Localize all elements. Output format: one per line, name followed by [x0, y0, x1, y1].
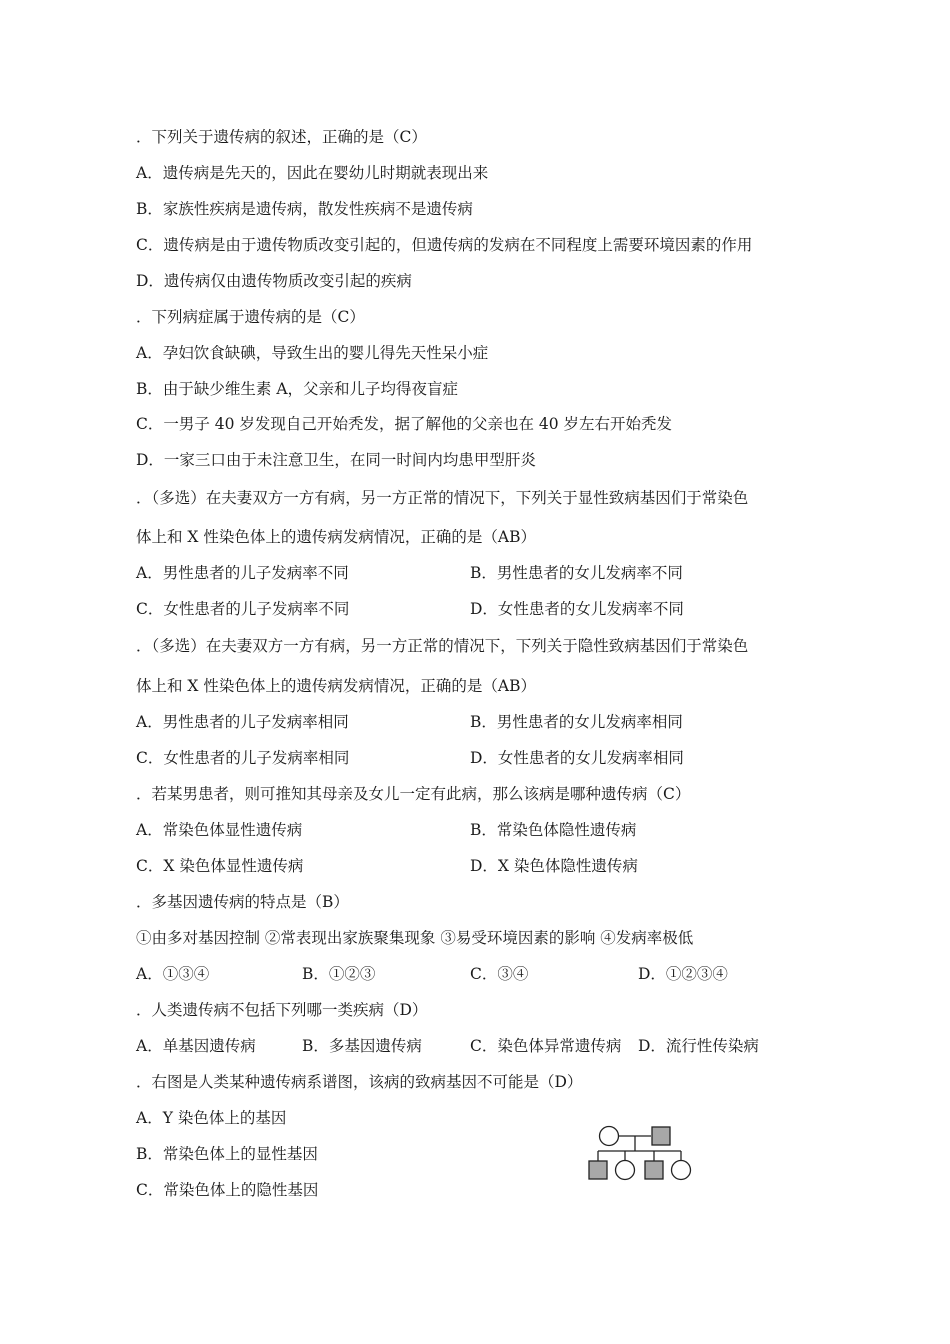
q5-option-b: B．常染色体隐性遗传病	[470, 821, 637, 839]
q3-option-a: A．男性患者的儿子发病率不同	[136, 564, 349, 582]
q2-option-a: A．孕妇饮食缺碘，导致生出的婴儿得先天性呆小症	[136, 344, 489, 362]
q3-option-b: B．男性患者的女儿发病率不同	[470, 564, 683, 582]
q6-option-a: A．①③④	[136, 965, 210, 983]
pedigree-child-2	[616, 1161, 635, 1180]
q1-option-b: B．家族性疾病是遗传病，散发性疾病不是遗传病	[136, 200, 473, 218]
pedigree-child-3	[645, 1161, 663, 1179]
q5-option-a: A．常染色体显性遗传病	[136, 821, 303, 839]
q7-stem: ．人类遗传病不包括下列哪一类疾病（D）	[136, 1001, 428, 1019]
q4-option-c: C．女性患者的儿子发病率相同	[136, 749, 350, 767]
pedigree-parent-1	[600, 1127, 619, 1146]
q2-option-b: B．由于缺少维生素 A，父亲和儿子均得夜盲症	[136, 380, 459, 398]
q2-option-d: D．一家三口由于未注意卫生，在同一时间内均患甲型肝炎	[136, 451, 536, 469]
q1-stem: ．下列关于遗传病的叙述，正确的是（C）	[136, 128, 427, 146]
q8-option-b: B．常染色体上的显性基因	[136, 1145, 318, 1163]
pedigree-chart	[580, 1118, 700, 1186]
q5-option-c: C．X 染色体显性遗传病	[136, 857, 304, 875]
q2-stem: ．下列病症属于遗传病的是（C）	[136, 308, 365, 326]
q7-option-d: D．流行性传染病	[638, 1037, 759, 1055]
q3-option-c: C．女性患者的儿子发病率不同	[136, 600, 350, 618]
q4-stem-line2: 体上和 X 性染色体上的遗传病发病情况，正确的是（AB）	[136, 677, 536, 695]
q8-option-c: C．常染色体上的隐性基因	[136, 1181, 319, 1199]
q4-option-d: D．女性患者的女儿发病率相同	[470, 749, 684, 767]
q2-option-c: C．一男子 40 岁发现自己开始秃发，据了解他的父亲也在 40 岁左右开始秃发	[136, 415, 673, 433]
pedigree-child-1	[589, 1161, 607, 1179]
q7-option-b: B．多基因遗传病	[302, 1037, 422, 1055]
q8-stem: ．右图是人类某种遗传病系谱图，该病的致病基因不可能是（D）	[136, 1073, 583, 1091]
q1-option-a: A．遗传病是先天的，因此在婴幼儿时期就表现出来	[136, 164, 489, 182]
q1-option-d: D．遗传病仅由遗传物质改变引起的疾病	[136, 272, 412, 290]
q4-option-b: B．男性患者的女儿发病率相同	[470, 713, 683, 731]
q3-stem-line2: 体上和 X 性染色体上的遗传病发病情况，正确的是（AB）	[136, 528, 536, 546]
q3-option-d: D．女性患者的女儿发病率不同	[470, 600, 684, 618]
q6-items: ①由多对基因控制 ②常表现出家族聚集现象 ③易受环境因素的影响 ④发病率极低	[136, 929, 694, 947]
q6-option-b: B．①②③	[302, 965, 376, 983]
q7-option-a: A．单基因遗传病	[136, 1037, 256, 1055]
q4-stem-line1: ．（多选）在夫妻双方一方有病，另一方正常的情况下，下列关于隐性致病基因们于常染色	[136, 637, 749, 655]
q6-option-c: C．③④	[470, 965, 529, 983]
q8-option-a: A．Y 染色体上的基因	[136, 1109, 287, 1127]
q3-stem-line1: ．（多选）在夫妻双方一方有病，另一方正常的情况下，下列关于显性致病基因们于常染色	[136, 489, 749, 507]
q4-option-a: A．男性患者的儿子发病率相同	[136, 713, 349, 731]
q1-option-c: C．遗传病是由于遗传物质改变引起的，但遗传病的发病在不同程度上需要环境因素的作用	[136, 236, 753, 254]
q6-option-d: D．①②③④	[638, 965, 728, 983]
q6-stem: ．多基因遗传病的特点是（B）	[136, 893, 349, 911]
pedigree-child-4	[672, 1161, 691, 1180]
q5-option-d: D．X 染色体隐性遗传病	[470, 857, 638, 875]
pedigree-parent-2	[652, 1127, 670, 1145]
q7-option-c: C．染色体异常遗传病	[470, 1037, 622, 1055]
q5-stem: ．若某男患者，则可推知其母亲及女儿一定有此病，那么该病是哪种遗传病（C）	[136, 785, 691, 803]
